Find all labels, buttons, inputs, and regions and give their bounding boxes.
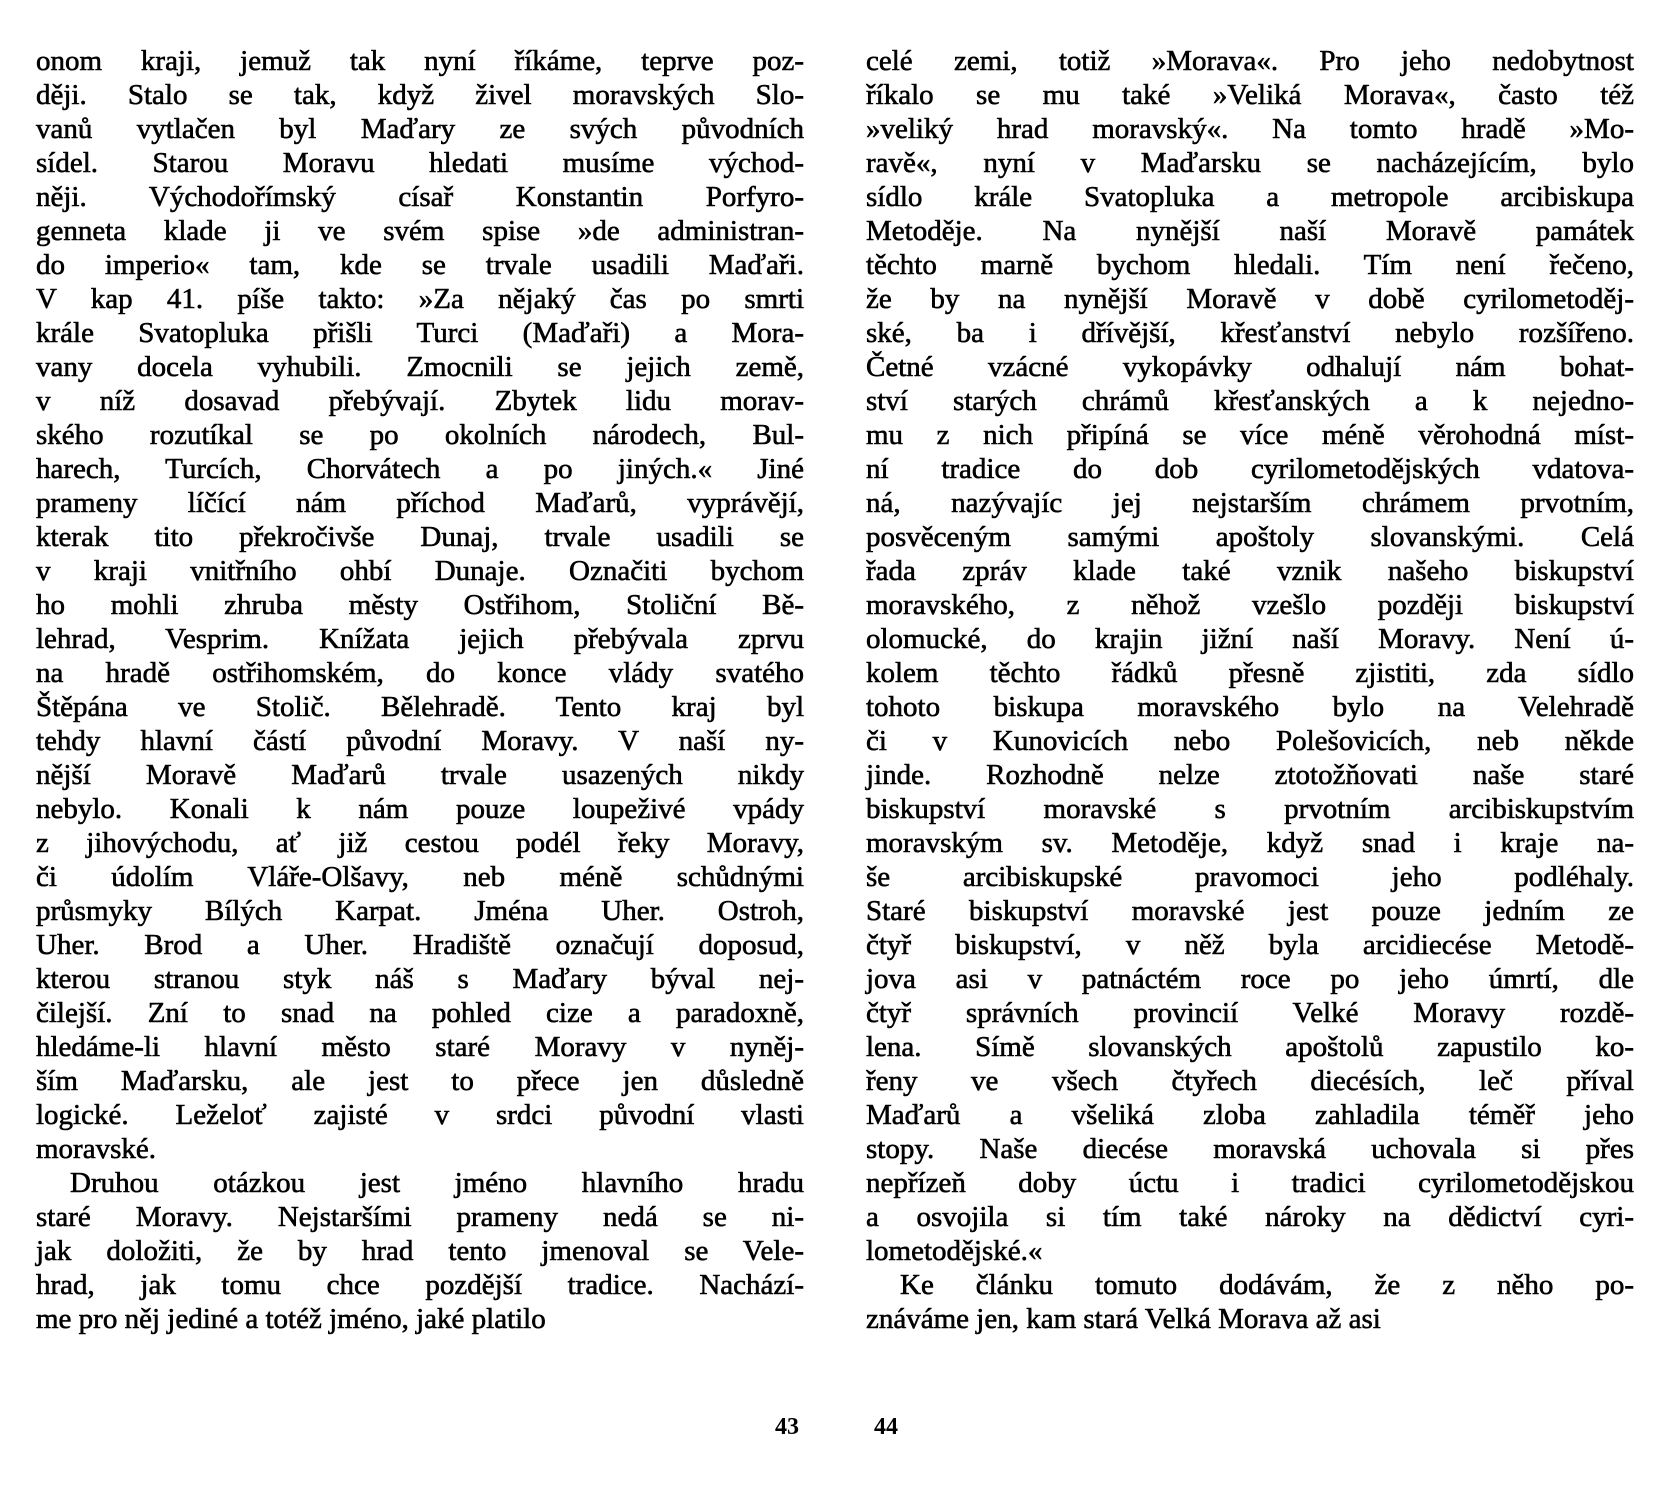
text-line: stopy. Naše diecése moravská uchovala si přes bbox=[866, 1133, 1634, 1165]
text-line: olomucké, do krajin jižní naší Moravy. Není ú- bbox=[866, 623, 1634, 655]
text-line: nepřízeň doby úctu i tradici cyrilometodějskou bbox=[866, 1167, 1634, 1199]
right-page-number: 44 bbox=[874, 1414, 898, 1440]
text-line: kolem těchto řádků přesně zjistiti, zda sídlo bbox=[866, 657, 1634, 689]
text-line: Četné vzácné vykopávky odhalují nám bohat- bbox=[866, 351, 1634, 383]
text-line: jova asi v patnáctém roce po jeho úmrtí, dle bbox=[866, 963, 1634, 995]
text-line: ské, ba i dřívější, křesťanství nebylo rozšířeno. bbox=[866, 317, 1634, 349]
text-line: Druhou otázkou jest jméno hlavního hradu bbox=[70, 1167, 804, 1199]
text-line: čilejší. Zní to snad na pohled cize a paradoxně, bbox=[36, 997, 804, 1029]
text-line: celé zemi, totiž »Morava«. Pro jeho nedobytnost bbox=[866, 45, 1634, 77]
text-line: »veliký hrad moravský«. Na tomto hradě »Mo- bbox=[866, 113, 1634, 145]
text-line: mu z nich připíná se více méně věrohodná míst- bbox=[866, 419, 1634, 451]
text-line: harech, Turcích, Chorvátech a po jiných.« Jiné bbox=[36, 453, 804, 485]
text-line: čtyř biskupství, v něž byla arcidiecése Metodě- bbox=[866, 929, 1634, 961]
text-line: či v Kunovicích nebo Polešovicích, neb někde bbox=[866, 725, 1634, 757]
left-page bbox=[36, 44, 804, 1336]
text-line: ná, nazývajíc jej nejstarším chrámem prvotním, bbox=[866, 487, 1634, 519]
text-line: še arcibiskupské pravomoci jeho podléhaly. bbox=[866, 861, 1634, 893]
text-line: něji. Východořímský císař Konstantin Porfyro- bbox=[36, 181, 804, 213]
text-line: V kap 41. píše takto: »Za nějaký čas po smrti bbox=[36, 283, 804, 315]
text-line: moravské. bbox=[36, 1133, 156, 1165]
text-line: ní tradice do dob cyrilometodějských vdatova- bbox=[866, 453, 1634, 485]
text-line: či údolím Vláře-Olšavy, neb méně schůdnými bbox=[36, 861, 804, 893]
text-line: onom kraji, jemuž tak nyní říkáme, teprve poz- bbox=[36, 45, 804, 77]
text-line: sídlo krále Svatopluka a metropole arcibiskupa bbox=[866, 181, 1634, 213]
text-line: nebylo. Konali k nám pouze loupeživé vpády bbox=[36, 793, 804, 825]
text-line: staré Moravy. Nejstaršími prameny nedá se ni- bbox=[36, 1201, 804, 1233]
text-line: ším Maďarsku, ale jest to přece jen důsledně bbox=[36, 1065, 804, 1097]
text-line: ského rozutíkal se po okolních národech, Bul- bbox=[36, 419, 804, 451]
text-line: tohoto biskupa moravského bylo na Velehradě bbox=[866, 691, 1634, 723]
text-line: Štěpána ve Stolič. Bělehradě. Tento kraj byl bbox=[36, 691, 804, 723]
text-line: lehrad, Vesprim. Knížata jejich přebývala zprvu bbox=[36, 623, 804, 655]
text-line: že by na nynější Moravě v době cyrilometoděj- bbox=[866, 283, 1634, 315]
text-line: tehdy hlavní částí původní Moravy. V naší ny- bbox=[36, 725, 804, 757]
left-page-number: 43 bbox=[775, 1414, 799, 1440]
text-line: řada zpráv klade také vznik našeho biskupství bbox=[866, 555, 1634, 587]
text-line: čtyř správních provincií Velké Moravy rozdě- bbox=[866, 997, 1634, 1029]
text-line: me pro něj jediné a totéž jméno, jaké platilo bbox=[36, 1303, 546, 1335]
text-line: znáváme jen, kam stará Velká Morava až asi bbox=[866, 1303, 1381, 1335]
text-line: z jihovýchodu, ať již cestou podél řeky Moravy, bbox=[36, 827, 804, 859]
text-line: průsmyky Bílých Karpat. Jména Uher. Ostroh, bbox=[36, 895, 804, 927]
text-line: ství starých chrámů křesťanských a k nejedno- bbox=[866, 385, 1634, 417]
right-page bbox=[866, 44, 1634, 1336]
text-line: kterou stranou styk náš s Maďary býval nej- bbox=[36, 963, 804, 995]
text-line: lena. Símě slovanských apoštolů zapustilo ko- bbox=[866, 1031, 1634, 1063]
text-line: biskupství moravské s prvotním arcibiskupstvím bbox=[866, 793, 1634, 825]
text-line: moravského, z něhož vzešlo později biskupství bbox=[866, 589, 1634, 621]
text-line: moravským sv. Metoděje, když snad i kraje na- bbox=[866, 827, 1634, 859]
text-line: říkalo se mu také »Veliká Morava«, často též bbox=[866, 79, 1634, 111]
text-line: hledáme-li hlavní město staré Moravy v nyněj- bbox=[36, 1031, 804, 1063]
text-line: řeny ve všech čtyřech diecésích, leč příval bbox=[866, 1065, 1634, 1097]
text-line: posvěceným samými apoštoly slovanskými. Celá bbox=[866, 521, 1634, 553]
text-line: lometodějské.« bbox=[866, 1235, 1043, 1267]
text-line: a osvojila si tím také nároky na dědictví cyri- bbox=[866, 1201, 1634, 1233]
text-line: prameny líčící nám příchod Maďarů, vyprávějí, bbox=[36, 487, 804, 519]
text-line: logické. Leželoť zajisté v srdci původní vlasti bbox=[36, 1099, 804, 1131]
text-line: v níž dosavad přebývají. Zbytek lidu morav- bbox=[36, 385, 804, 417]
text-line: kterak tito překročivše Dunaj, trvale usadili se bbox=[36, 521, 804, 553]
text-line: vanů vytlačen byl Maďary ze svých původních bbox=[36, 113, 804, 145]
text-line: jinde. Rozhodně nelze ztotožňovati naše staré bbox=[866, 759, 1634, 791]
text-line: Uher. Brod a Uher. Hradiště označují doposud, bbox=[36, 929, 804, 961]
text-line: hrad, jak tomu chce pozdější tradice. Nachází- bbox=[36, 1269, 804, 1301]
text-line: těchto marně bychom hledali. Tím není řečeno, bbox=[866, 249, 1634, 281]
text-line: vany docela vyhubili. Zmocnili se jejich země, bbox=[36, 351, 804, 383]
text-line: Ke článku tomuto dodávám, že z něho po- bbox=[900, 1269, 1634, 1301]
text-line: Metoděje. Na nynější naší Moravě památek bbox=[866, 215, 1634, 247]
text-line: ho mohli zhruba městy Ostřihom, Stoliční Bě- bbox=[36, 589, 804, 621]
text-line: ději. Stalo se tak, když živel moravských Slo- bbox=[36, 79, 804, 111]
text-line: v kraji vnitřního ohbí Dunaje. Označiti bychom bbox=[36, 555, 804, 587]
text-line: genneta klade ji ve svém spise »de administran- bbox=[36, 215, 804, 247]
text-line: na hradě ostřihomském, do konce vlády svatého bbox=[36, 657, 804, 689]
text-line: do imperio« tam, kde se trvale usadili Maďaři. bbox=[36, 249, 804, 281]
text-line: Staré biskupství moravské jest pouze jedním ze bbox=[866, 895, 1634, 927]
text-line: sídel. Starou Moravu hledati musíme východ- bbox=[36, 147, 804, 179]
text-line: nější Moravě Maďarů trvale usazených nikdy bbox=[36, 759, 804, 791]
text-line: ravě«, nyní v Maďarsku se nacházejícím, bylo bbox=[866, 147, 1634, 179]
text-line: Maďarů a všeliká zloba zahladila téměř jeho bbox=[866, 1099, 1634, 1131]
text-line: krále Svatopluka přišli Turci (Maďaři) a Mora- bbox=[36, 317, 804, 349]
text-line: jak doložiti, že by hrad tento jmenoval se Vele- bbox=[36, 1235, 804, 1267]
